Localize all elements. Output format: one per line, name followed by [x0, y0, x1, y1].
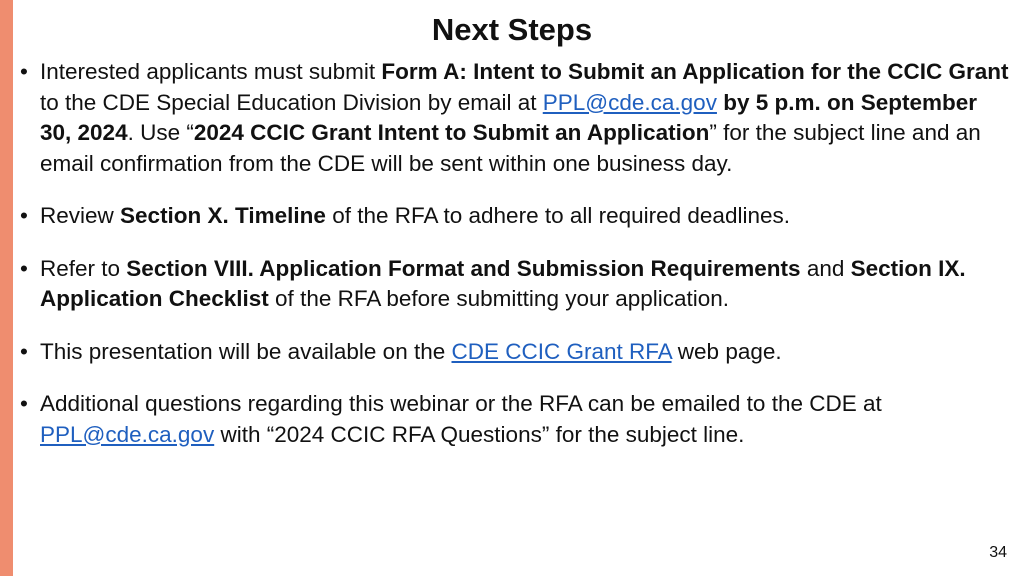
email-link[interactable]: PPL@cde.ca.gov: [542, 89, 717, 115]
bullet-item-questions: [20, 389, 1010, 450]
bullet-bold-text: Form A: Intent to Submit an Application for the CCIC Grant: [381, 59, 1009, 84]
bullet-text: to the CDE Special Education Division by email at: [40, 89, 543, 115]
bullet-text: This presentation will be available on the: [40, 338, 452, 364]
bullet-text: Refer to: [40, 255, 127, 281]
slide-title: Next Steps: [431, 12, 593, 47]
bullet-text: web page.: [671, 338, 782, 364]
bullet-text: Additional questions regarding this webinar or the RFA can be emailed to the CDE at: [40, 391, 882, 416]
bullet-marker: •: [20, 391, 28, 416]
bullet-item-presentation: [20, 337, 1010, 368]
bullet-marker: •: [20, 203, 28, 228]
bullet-marker: •: [20, 338, 28, 364]
bullet-marker: •: [20, 59, 28, 84]
accent-side-bar: [0, 0, 13, 576]
bullet-text: of the RFA before submitting your application.: [268, 286, 730, 311]
deadline-text: by 5 p.m. on September 30, 2024: [40, 89, 978, 145]
bullet-text: ” for the subject line and an email confirmation from the CDE will be sent within one business day.: [40, 120, 981, 176]
bullet-marker: •: [20, 255, 28, 281]
bullet-text: . Use “: [127, 120, 194, 145]
bullet-text: Review: [40, 203, 121, 228]
bullet-bold-text: Section IX. Application Checklist: [40, 255, 966, 311]
bullet-list: [20, 57, 1010, 472]
email-link[interactable]: PPL@cde.ca.gov: [40, 421, 215, 447]
bullet-item-intent-form: [20, 57, 1010, 179]
bullet-text: of the RFA to adhere to all required deadlines.: [325, 203, 790, 228]
bullet-text: with “2024 CCIC RFA Questions” for the subject line.: [214, 421, 745, 447]
subject-line-text: 2024 CCIC Grant Intent to Submit an Application: [193, 120, 710, 145]
bullet-bold-text: Section X. Timeline: [120, 203, 326, 228]
bullet-item-format-checklist: [20, 254, 1010, 315]
bullet-bold-text: Section VIII. Application Format and Submission Requirements: [126, 255, 801, 281]
bullet-text: Interested applicants must submit: [40, 59, 382, 84]
rfa-web-page-link[interactable]: CDE CCIC Grant RFA: [451, 338, 672, 364]
page-number: 34: [989, 544, 1007, 561]
bullet-item-timeline: [20, 201, 1010, 232]
bullet-text: and: [800, 255, 851, 281]
